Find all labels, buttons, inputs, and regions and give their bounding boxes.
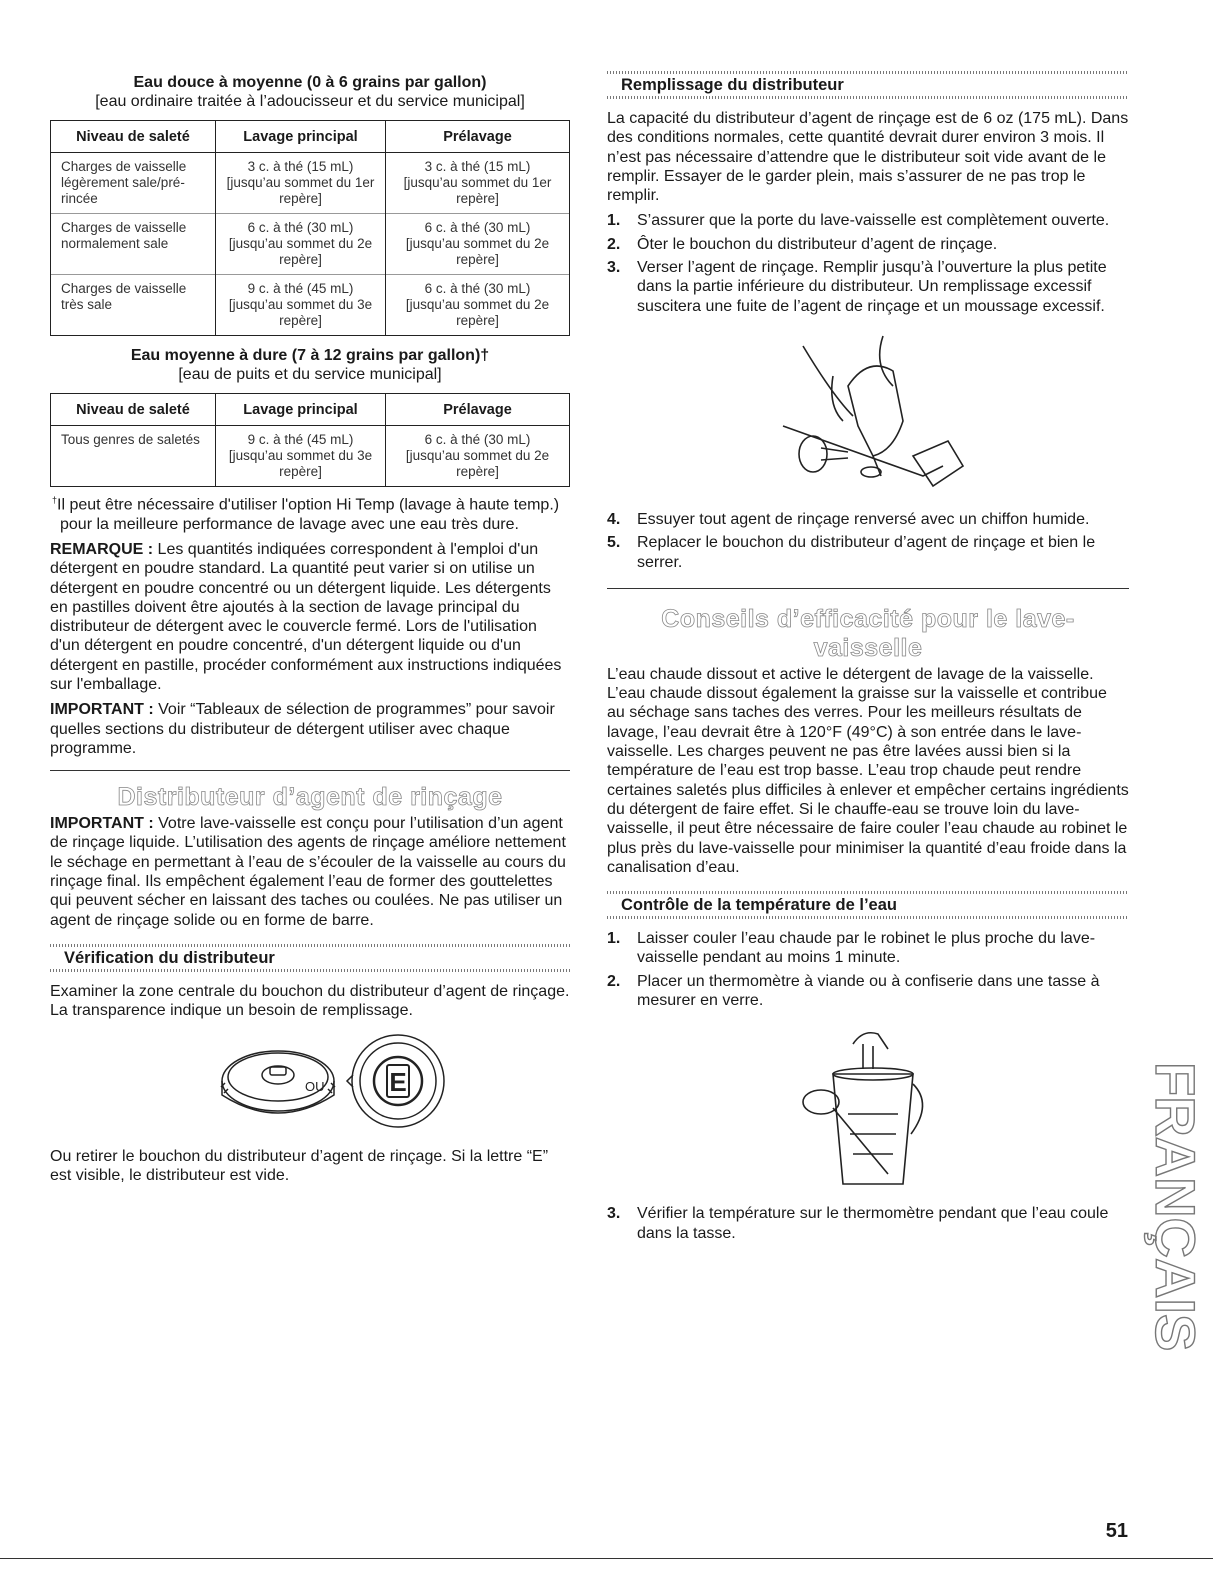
table-header: Niveau de saleté bbox=[51, 121, 216, 153]
footer-rule bbox=[0, 1558, 1213, 1559]
table-cell: 9 c. à thé (45 mL) [jusqu’au sommet du 3e repère] bbox=[216, 426, 386, 487]
table-row bbox=[51, 426, 570, 487]
filling-steps bbox=[607, 211, 1129, 315]
dotted-rule bbox=[607, 96, 1129, 99]
efficiency-tips-text: L’eau chaude dissout et active le détergent de lavage de la vaisselle. L’eau chaude dissout également la graisse sur la vaisselle et contribue au séchage sans taches des verres. Pour les meilleurs résultats de lavage, l’eau devrait être à 120°F (49°C) à son entrée dans le lave-vaisselle. Les charges peuvent ne pas être lavées aussi bien si la température de l’eau est trop basse. L’eau trop chaude peut rendre certaines saletés plus difficiles à enlever et empêcher certains ingrédients du détergent de faire effet. Si le chauffe-eau se trouve loin du lave-vaisselle, il peut être nécessaire de faire couler l’eau chaude au robinet le plus près du lave-vaisselle pour minimiser la quantité d’eau froide dans la canalisation d’eau. bbox=[607, 665, 1129, 876]
table-header: Lavage principal bbox=[216, 121, 386, 153]
temperature-heading-band bbox=[607, 891, 1129, 919]
step-number: 3. bbox=[607, 1205, 621, 1223]
footnote-mark: † bbox=[52, 495, 58, 505]
list-item bbox=[607, 929, 1129, 968]
table2-title: Eau moyenne à dure (7 à 12 grains par gallon)† bbox=[130, 347, 490, 364]
or-label: OU bbox=[305, 1078, 325, 1094]
detergent-table-soft-water bbox=[50, 120, 570, 336]
cap-illustration-row bbox=[50, 1031, 570, 1141]
verification-text-2: Ou retirer le bouchon du distributeur d’agent de rinçage. Si la lettre “E” est visible, le distributeur est vide. bbox=[50, 1147, 549, 1184]
rinse-important-paragraph bbox=[50, 814, 570, 930]
step-text: Laisser couler l’eau chaude par le robinet le plus proche du lave-vaisselle pendant au moins 1 minute. bbox=[637, 930, 1096, 967]
table-cell: Tous genres de saletés bbox=[51, 426, 216, 487]
step-text: Ôter le bouchon du distributeur d’agent de rinçage. bbox=[637, 235, 998, 253]
page-number: 51 bbox=[1105, 1520, 1128, 1542]
efficiency-tips-heading: Conseils d’efficacité pour le lave-vaisselle bbox=[661, 604, 1075, 662]
table-cell: 6 c. à thé (30 mL) [jusqu’au sommet du 2e repère] bbox=[216, 214, 386, 275]
table-cell: 3 c. à thé (15 mL) [jusqu’au sommet du 1er repère] bbox=[216, 153, 386, 214]
filling-heading-band bbox=[607, 71, 1129, 99]
table-cell: 6 c. à thé (30 mL) [jusqu’au sommet du 2e repère] bbox=[386, 214, 570, 275]
table1-title: Eau douce à moyenne (0 à 6 grains par gallon) bbox=[133, 74, 487, 91]
footnote-text: Il peut être nécessaire d'utiliser l'option Hi Temp (lavage à haute temp.) pour la meilleure performance de lavage avec une eau très dure. bbox=[57, 496, 560, 533]
step-number: 2. bbox=[607, 972, 621, 990]
list-item bbox=[607, 211, 1129, 230]
detergent-table-hard-water bbox=[50, 393, 570, 487]
list-item bbox=[607, 258, 1129, 316]
table-header: Lavage principal bbox=[216, 394, 386, 426]
temperature-heading: Contrôle de la température de l’eau bbox=[621, 896, 897, 915]
important-paragraph bbox=[50, 700, 570, 758]
table-cell: Charges de vaisselle très sale bbox=[51, 275, 216, 336]
step-text: Replacer le bouchon du distributeur d’agent de rinçage et bien le serrer. bbox=[637, 534, 1096, 571]
table-header: Prélavage bbox=[386, 121, 570, 153]
important-label: IMPORTANT : bbox=[50, 815, 154, 833]
right-column bbox=[607, 0, 1129, 1247]
table-header: Niveau de saleté bbox=[51, 394, 216, 426]
step-text: S’assurer que la porte du lave-vaisselle est complètement ouverte. bbox=[637, 212, 1110, 230]
step-text: Placer un thermomètre à viande ou à confiserie dans une tasse à mesurer en verre. bbox=[637, 972, 1100, 1010]
table-cell: 9 c. à thé (45 mL) [jusqu’au sommet du 3e repère] bbox=[216, 275, 386, 336]
dispenser-cap-illustration bbox=[50, 1031, 570, 1141]
step-number: 4. bbox=[607, 510, 621, 528]
pouring-rinse-aid-illustration bbox=[773, 326, 963, 506]
list-item bbox=[607, 235, 1129, 254]
table-row bbox=[51, 275, 570, 336]
table-cell: 6 c. à thé (30 mL) [jusqu’au sommet du 2e repère] bbox=[386, 275, 570, 336]
list-item bbox=[607, 1204, 1129, 1243]
dotted-rule bbox=[50, 969, 570, 972]
table-cell: Charges de vaisselle légèrement sale/pré-rincée bbox=[51, 153, 216, 214]
table-cell: 6 c. à thé (30 mL) [jusqu’au sommet du 2e repère] bbox=[386, 426, 570, 487]
table2-subtitle: [eau de puits et du service municipal] bbox=[178, 366, 442, 383]
filling-intro: La capacité du distributeur d’agent de rinçage est de 6 oz (175 mL). Dans des conditions normales, cette quantité devrait durer environ 3 mois. Il n’est pas nécessaire d’attendre que le distributeur soit vide avant de le remplir. Essayer de le garder plein, mais s’assurer de ne pas trop le remplir. bbox=[607, 110, 1129, 205]
table-header: Prélavage bbox=[386, 394, 570, 426]
step-number: 3. bbox=[607, 259, 621, 277]
step-text: Verser l’agent de rinçage. Remplir jusqu’à l’ouverture la plus petite dans la partie inférieure du distributeur. Un remplissage excessif suscitera une fuite de l’agent de rinçage et un moussage excessif. bbox=[637, 259, 1107, 315]
filling-steps-continued bbox=[607, 510, 1129, 572]
thermometer-cup-illustration bbox=[793, 1024, 943, 1194]
left-column bbox=[50, 0, 570, 1185]
step-number: 1. bbox=[607, 212, 621, 230]
step-text: Vérifier la température sur le thermomètre pendant que l’eau coule dans la tasse. bbox=[637, 1205, 1109, 1242]
important-text: Voir “Tableaux de sélection de programmes” pour savoir quelles sections du distributeur de détergent utiliser avec chaque programme. bbox=[50, 701, 555, 757]
temperature-steps-continued bbox=[607, 1204, 1129, 1243]
table1-subtitle: [eau ordinaire traitée à l’adoucisseur et du service municipal] bbox=[95, 93, 525, 110]
table-header-row bbox=[51, 121, 570, 153]
step-number: 5. bbox=[607, 534, 621, 552]
verification-heading-band bbox=[50, 944, 570, 972]
list-item bbox=[607, 972, 1129, 1011]
filling-heading: Remplissage du distributeur bbox=[621, 76, 844, 94]
table-cell: 3 c. à thé (15 mL) [jusqu’au sommet du 1er repère] bbox=[386, 153, 570, 214]
rinse-aid-section-heading: Distributeur d’agent de rinçage bbox=[117, 783, 503, 812]
important-text: Votre lave-vaisselle est conçu pour l’utilisation d’un agent de rinçage liquide. L’utilisation des agents de rinçage améliore nettement le séchage en permettant à l’eau de s’écouler de la vaisselle au cours du rinçage final. Ils empêchent également l’eau de former des gouttelettes qui peuvent sécher en laissant des taches ou coulées. Ne pas utiliser un agent de rinçage solide ou en forme de barre. bbox=[50, 815, 566, 929]
remarque-paragraph bbox=[50, 540, 570, 694]
cap-letter: E bbox=[389, 1066, 407, 1097]
verification-text: Examiner la zone centrale du bouchon du distributeur d’agent de rinçage. La transparence indique un besoin de remplissage. bbox=[50, 982, 570, 1020]
side-tab-label: FRANÇAIS bbox=[1144, 1062, 1207, 1352]
language-side-tab bbox=[1144, 1060, 1207, 1352]
list-item bbox=[607, 533, 1129, 572]
table-cell: Charges de vaisselle normalement sale bbox=[51, 214, 216, 275]
step-text: Essuyer tout agent de rinçage renversé avec un chiffon humide. bbox=[637, 510, 1090, 528]
temperature-steps bbox=[607, 929, 1129, 1010]
table-header-row bbox=[51, 394, 570, 426]
remarque-label: REMARQUE : bbox=[50, 540, 154, 558]
step-number: 2. bbox=[607, 235, 621, 253]
list-item bbox=[607, 510, 1129, 529]
important-label: IMPORTANT : bbox=[50, 701, 154, 719]
dotted-rule bbox=[607, 916, 1129, 919]
footnote bbox=[50, 491, 570, 534]
step-number: 1. bbox=[607, 930, 621, 948]
remarque-text: Les quantités indiquées correspondent à l'emploi d'un détergent en poudre standard. La quantité peut varier si on utilise un détergent en poudre concentré ou un détergent liquide. Les détergents en pastilles doivent être ajoutés à la section de lavage principal du distributeur de détergent avec le couvercle fermé. Lors de l'utilisation d'un détergent en poudre concentré, d'un détergent liquide ou d'un détergent en pastille, procéder conformément aux instructions indiquées sur l'emballage. bbox=[50, 540, 562, 693]
verification-heading: Vérification du distributeur bbox=[64, 948, 275, 967]
table-row bbox=[51, 153, 570, 214]
table-row bbox=[51, 214, 570, 275]
